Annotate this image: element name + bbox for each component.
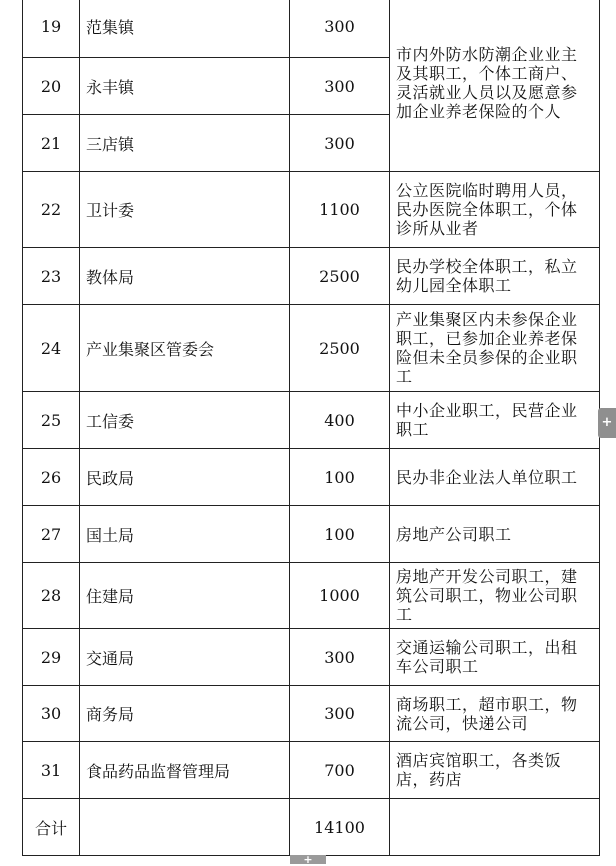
table-row (23, 629, 600, 686)
target-description: 民办非企业法人单位职工 (390, 449, 600, 506)
quota-count: 300 (290, 58, 390, 115)
total-row (23, 799, 600, 856)
row-number: 30 (23, 686, 80, 742)
table-row (23, 392, 600, 449)
table-row (23, 742, 600, 799)
quota-table (22, 0, 600, 856)
quota-count: 1100 (290, 172, 390, 248)
row-number: 29 (23, 629, 80, 686)
table-row (23, 686, 600, 742)
target-description: 市内外防水防潮企业业主及其职工，个体工商户、灵活就业人员以及愿意参加企业养老保险的个人 (390, 0, 600, 172)
unit-name: 住建局 (80, 563, 290, 629)
quota-count: 300 (290, 115, 390, 172)
unit-name: 食品药品监督管理局 (80, 742, 290, 799)
quota-count: 2500 (290, 305, 390, 392)
unit-name: 交通局 (80, 629, 290, 686)
unit-name: 卫计委 (80, 172, 290, 248)
unit-name: 民政局 (80, 449, 290, 506)
unit-name: 教体局 (80, 248, 290, 305)
unit-name: 范集镇 (80, 0, 290, 58)
table-row (23, 506, 600, 563)
unit-name: 国土局 (80, 506, 290, 563)
quota-count: 300 (290, 629, 390, 686)
quota-count: 1000 (290, 563, 390, 629)
quota-count: 100 (290, 449, 390, 506)
total-desc-empty (390, 799, 600, 856)
target-description: 房地产开发公司职工，建筑公司职工，物业公司职工 (390, 563, 600, 629)
target-description: 商场职工，超市职工，物流公司，快递公司 (390, 686, 600, 742)
unit-name: 商务局 (80, 686, 290, 742)
total-unit-empty (80, 799, 290, 856)
row-number: 31 (23, 742, 80, 799)
row-number: 26 (23, 449, 80, 506)
target-description: 交通运输公司职工，出租车公司职工 (390, 629, 600, 686)
total-count: 14100 (290, 799, 390, 856)
row-number: 21 (23, 115, 80, 172)
row-number: 27 (23, 506, 80, 563)
table-row (23, 248, 600, 305)
row-number: 22 (23, 172, 80, 248)
row-number: 20 (23, 58, 80, 115)
table-row (23, 172, 600, 248)
unit-name: 永丰镇 (80, 58, 290, 115)
quota-count: 700 (290, 742, 390, 799)
table-row (23, 0, 600, 58)
quota-count: 300 (290, 0, 390, 58)
row-number: 28 (23, 563, 80, 629)
target-description: 房地产公司职工 (390, 506, 600, 563)
target-description: 公立医院临时聘用人员，民办医院全体职工，个体诊所从业者 (390, 172, 600, 248)
plus-icon[interactable]: + (598, 408, 616, 438)
quota-count: 400 (290, 392, 390, 449)
total-label: 合计 (23, 799, 80, 856)
table-row (23, 449, 600, 506)
row-number: 24 (23, 305, 80, 392)
unit-name: 工信委 (80, 392, 290, 449)
table-row (23, 563, 600, 629)
target-description: 中小企业职工，民营企业职工 (390, 392, 600, 449)
plus-icon[interactable]: + (290, 855, 326, 864)
target-description: 酒店宾馆职工，各类饭店，药店 (390, 742, 600, 799)
unit-name: 产业集聚区管委会 (80, 305, 290, 392)
quota-count: 100 (290, 506, 390, 563)
target-description: 民办学校全体职工，私立幼儿园全体职工 (390, 248, 600, 305)
row-number: 25 (23, 392, 80, 449)
row-number: 19 (23, 0, 80, 58)
target-description: 产业集聚区内未参保企业职工，已参加企业养老保险但未全员参保的企业职工 (390, 305, 600, 392)
unit-name: 三店镇 (80, 115, 290, 172)
quota-count: 300 (290, 686, 390, 742)
row-number: 23 (23, 248, 80, 305)
quota-count: 2500 (290, 248, 390, 305)
table-row (23, 305, 600, 392)
